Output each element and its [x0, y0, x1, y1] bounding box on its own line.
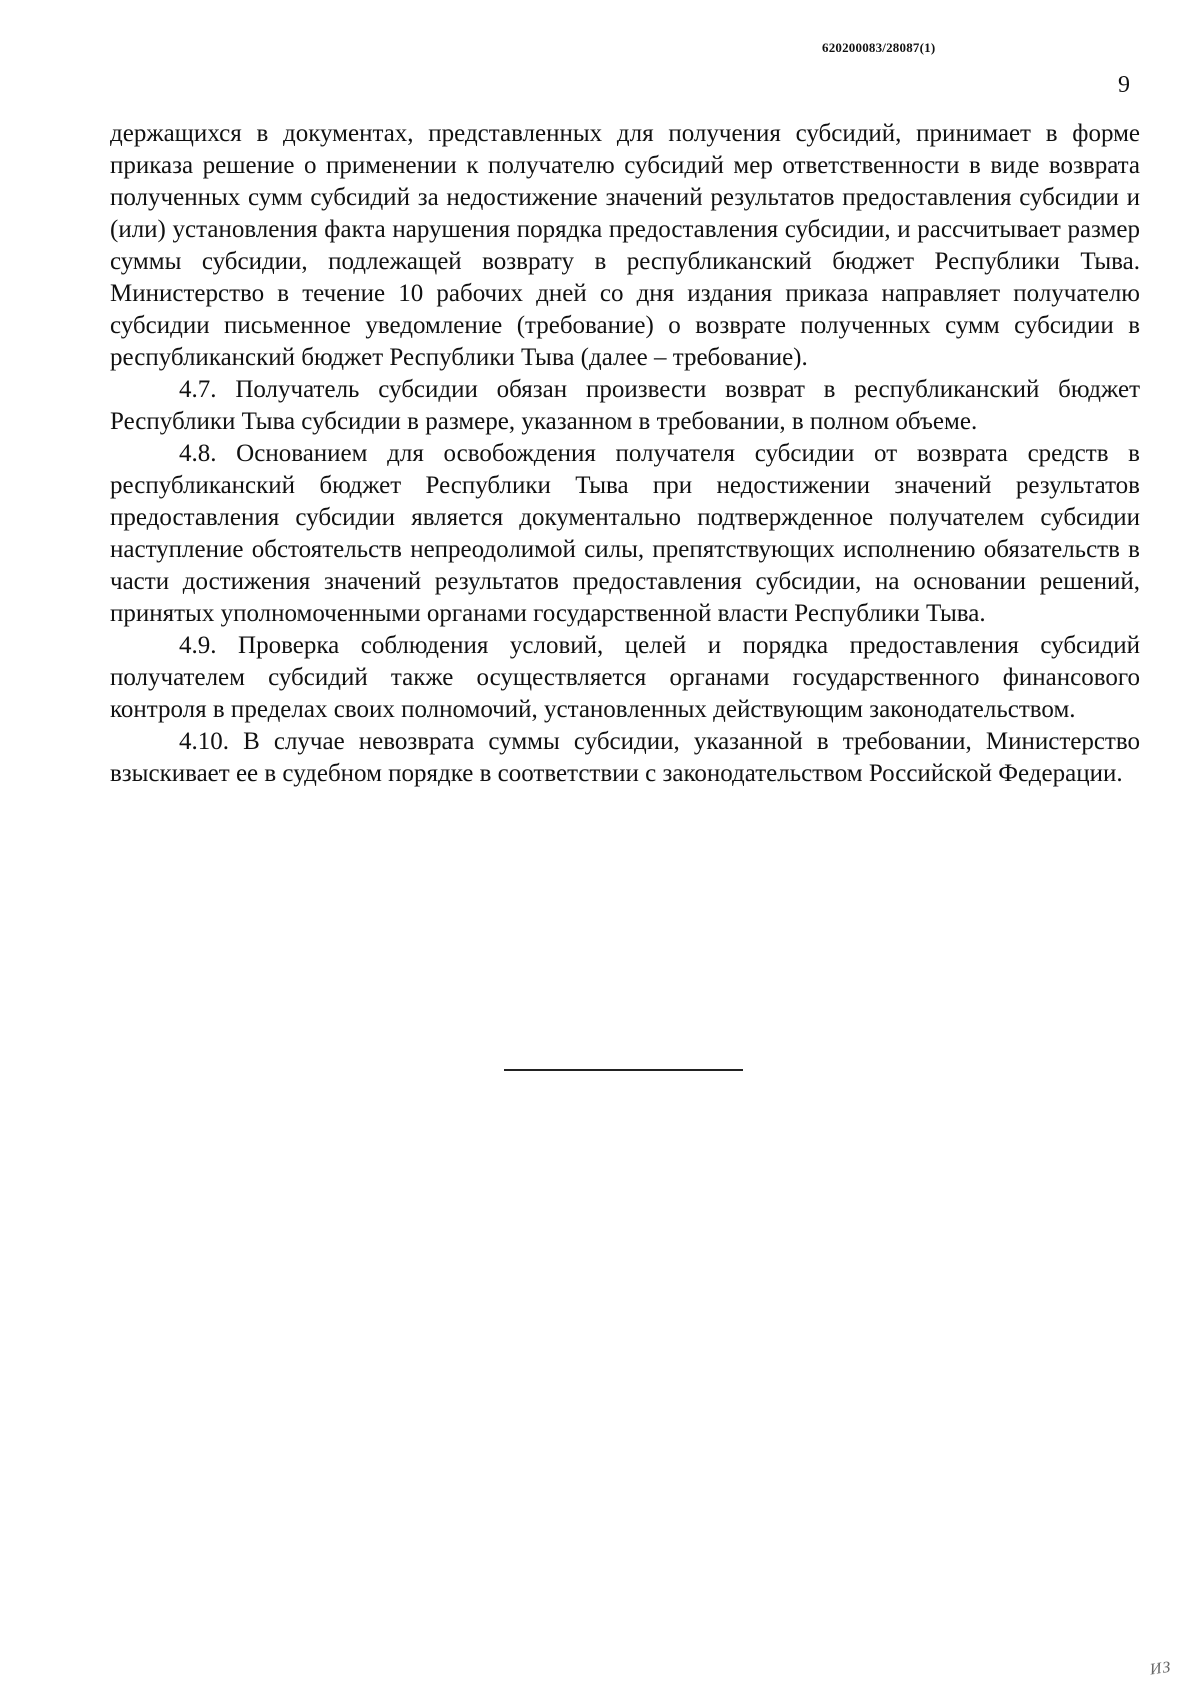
document-id: 620200083/28087(1) — [822, 40, 936, 55]
paragraph-4-10: 4.10. В случае невозврата суммы субсидии, указанной в требовании, Министерство взыскивает ее в судебном порядке в соответствии с законодательством Российской Федерации. — [110, 728, 1140, 787]
paragraph-continuation: держащихся в документах, представленных для получения субсидий, принимает в форме приказа решение о применении к получателю субсидий мер ответственности в виде возврата полученных сумм субсидий за недостижение значений результатов предоставления субсидии и (или) установления факта нарушения порядка предоставления субсидии, и рассчитывает размер суммы субсидии, подлежащей возврату в республиканский бюджет Республики Тыва. Министерство в течение 10 рабочих дней со дня издания приказа направляет получателю субсидии письменное уведомление (требование) о возврате полученных сумм субсидии в республиканский бюджет Республики Тыва (далее – требование). — [110, 120, 1140, 371]
paragraph-4-8: 4.8. Основанием для освобождения получателя субсидии от возврата средств в республиканский бюджет Республики Тыва при недостижении значений результатов предоставления субсидии является документально подтвержденное получателем субсидии наступление обстоятельств непреодолимой силы, препятствующих исполнению обязательств в части достижения значений результатов предоставления субсидии, на основании решений, принятых уполномоченными органами государственной власти Республики Тыва. — [110, 440, 1140, 627]
document-body — [110, 118, 1140, 790]
closing-divider — [504, 1069, 743, 1071]
paragraph-4-7: 4.7. Получатель субсидии обязан произвести возврат в республиканский бюджет Республики Тыва субсидии в размере, указанном в требовании, в полном объеме. — [110, 376, 1140, 435]
page-number: 9 — [1118, 72, 1130, 98]
paragraph-4-9: 4.9. Проверка соблюдения условий, целей и порядка предоставления субсидий получателем субсидий также осуществляется органами государственного финансового контроля в пределах своих полномочий, установленных действующим законодательством. — [110, 632, 1140, 723]
corner-handwritten-mark: ИЗ — [1148, 1658, 1173, 1679]
